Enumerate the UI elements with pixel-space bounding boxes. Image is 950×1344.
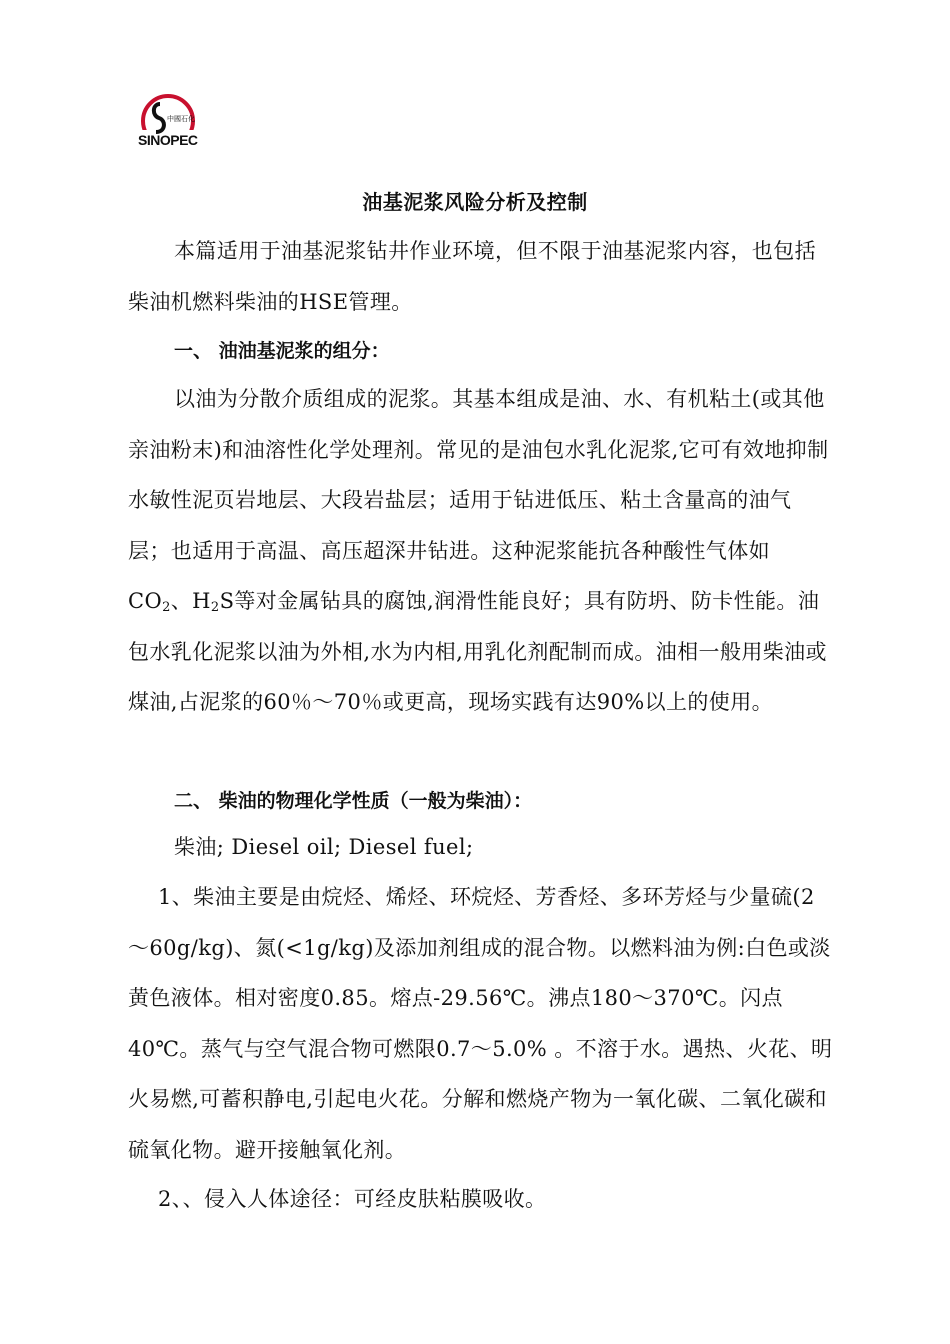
- svg-text:中國石化: 中國石化: [167, 115, 195, 123]
- diesel-names: 柴油; Diesel oil; Diesel fuel;: [174, 835, 474, 859]
- svg-text:SINOPEC: SINOPEC: [138, 132, 198, 148]
- co2-formula: $CO_2$: [128, 589, 171, 615]
- intro-paragraph: 本篇适用于油基泥浆钻井作业环境，但不限于油基泥浆内容，也包括柴油机燃料柴油的HSE管理。: [128, 239, 816, 314]
- section1-text-b: 等对金属钻具的腐蚀,润滑性能良好；具有防坍、防卡性能。油包水乳化泥浆以油为外相,水为内相,用乳化剂配制而成。油相一般用柴油或煤油,占泥浆的60％～70％或更高，现场实践有达90%以上的使用。: [128, 589, 827, 714]
- section1-text-a: 以油为分散介质组成的泥浆。其基本组成是油、水、有机粘土(或其他亲油粉末)和油溶性化学处理剂。常见的是油包水乳化泥浆,它可有效地抑制水敏性泥页岩地层、大段岩盐层；适用于钻进低压、粘土含量高的油气层；也适用于高温、高压超深井钻进。这种泥浆能抗各种酸性气体如: [128, 387, 829, 563]
- list-item-1: 1、柴油主要是由烷烃、烯烃、环烷烃、芳香烃、多环芳烃与少量硫(2～60g/kg)、氮(<1g/kg)及添加剂组成的混合物。以燃料油为例:白色或淡黄色液体。相对密度0.85。熔点-29.56℃。沸点180～370℃。闪点40℃。蒸气与空气混合物可燃限0.7～5.0% 。不溶于水。遇热、火花、明火易燃,可蓄积静电,引起电火花。分解和燃烧产物为一氧化碳、二氧化碳和硫氧化物。避开接触氧化剂。: [128, 885, 833, 1162]
- section-heading-2: 二、 柴油的物理化学性质（一般为柴油）：: [174, 790, 533, 812]
- section1-paragraph: 以油为分散介质组成的泥浆。其基本组成是油、水、有机粘土(或其他亲油粉末)和油溶性化学处理剂。常见的是油包水乳化泥浆,它可有效地抑制水敏性泥页岩地层、大段岩盐层；适用于钻进低压、粘土含量高的油气层；也适用于高温、高压超深井钻进。这种泥浆能抗各种酸性气体如$CO_2$、$H_2S$等对金属钻具的腐蚀,润滑性能良好；具有防坍、防卡性能。油包水乳化泥浆以油为外相,水为内相,用乳化剂配制而成。油相一般用柴油或煤油,占泥浆的60％～70％或更高，现场实践有达90%以上的使用。: [128, 387, 829, 714]
- page-title: 油基泥浆风险分析及控制: [362, 190, 588, 214]
- h2s-formula: $H_2S$: [192, 589, 235, 615]
- section-heading-1: 一、 油油基泥浆的组分：: [174, 340, 390, 362]
- list-item-2: 2、、侵入人体途径：可经皮肤粘膜吸收。: [158, 1187, 547, 1211]
- sinopec-logo: [134, 90, 200, 156]
